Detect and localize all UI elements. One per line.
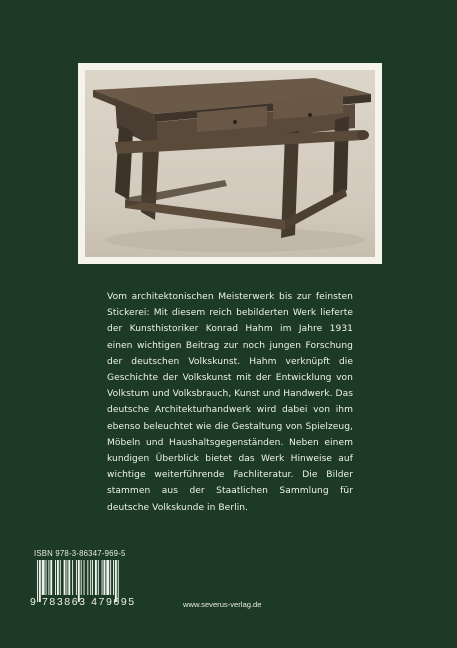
book-description: Vom architektonischen Meisterwerk bis zur feinsten Stickerei: Mit diesem reich bebilderten Werk lieferte der Kunsthistoriker Konrad Hahm im Jahre 1931 einen wichtigen Beitrag zur noch jungen Forschung der deutschen Volkskunst. Hahm verknüpft die Geschichte der Volkskunst mit der Entwicklung von Volkstum und Volksbrauch, Kunst und Handwerk. Das deutsche Architekturhandwerk wird dabei von ihm ebenso beleuchtet wie die Gestaltung von Spielzeug, Möbeln und Haushaltsgegenständen. Neben einem kundigen Überblick bietet das Werk Hinweise auf wichtige weiterführende Fachliteratur. Die Bilder stammen aus der Staatlichen Sammlung für deutsche Volkskunde in Berlin. xyxy=(107,292,353,513)
antique-table-photo xyxy=(85,70,375,257)
publisher-url: www.severus-verlag.de xyxy=(183,600,262,609)
cover-photo-frame xyxy=(78,63,382,264)
isbn-label: ISBN 978-3-86347-969-5 xyxy=(34,549,126,558)
barcode-digits: 9 783863 479695 xyxy=(30,596,136,608)
antique-table-illustration xyxy=(85,70,375,257)
